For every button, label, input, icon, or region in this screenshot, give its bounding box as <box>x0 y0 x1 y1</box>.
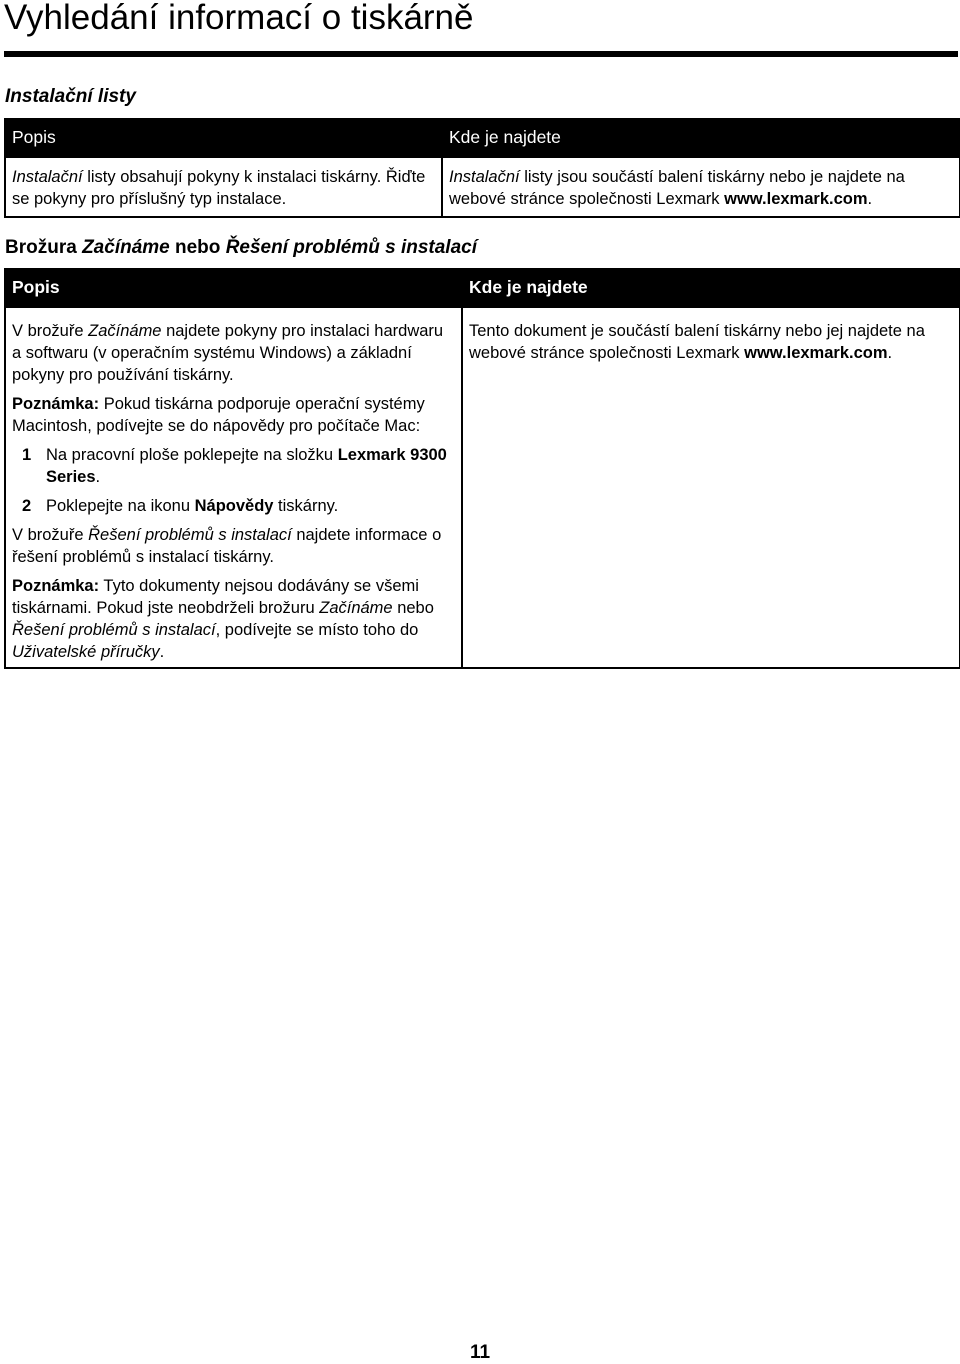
column-header-description: Popis <box>5 119 442 157</box>
list-item: 2 Poklepejte na ikonu Nápovědy tiskárny. <box>22 497 339 515</box>
description-cell <box>5 307 462 668</box>
note-availability: Poznámka: Tyto dokumenty nejsou dodávány se všemi tiskárnami. Pokud jste neobdrželi brožuru Začínáme nebo Řešení problémů s instalací, podívejte se místo toho do Uživatelské příručky. <box>12 577 434 661</box>
note-mac: Poznámka: Pokud tiskárna podporuje operační systémy Macintosh, podívejte se do nápovědy pro počítače Mac: <box>12 395 425 435</box>
table-row <box>5 307 960 668</box>
list-item: 1 Na pracovní ploše poklepejte na složku Lexmark 9300 Series. <box>22 446 447 486</box>
setup-sheets-table <box>4 118 960 218</box>
brochure-paragraph-2: V brožuře Řešení problémů s instalací najdete informace o řešení problémů s instalací tiskárny. <box>12 526 442 566</box>
column-header-location: Kde je najdete <box>462 269 960 307</box>
title-rule <box>4 51 958 57</box>
page-title: Vyhledání informací o tiskárně <box>4 0 474 37</box>
lexmark-link[interactable]: www.lexmark.com <box>744 344 888 362</box>
lexmark-link[interactable]: www.lexmark.com <box>724 190 868 208</box>
brochure-paragraph-1: V brožuře Začínáme najdete pokyny pro instalaci hardwaru a softwaru (v operačním systému Windows) a základní pokyny pro používání tiskárny. <box>12 322 444 384</box>
column-header-location: Kde je najdete <box>442 119 960 157</box>
page-number: 11 <box>469 1342 491 1363</box>
location-cell: Tento dokument je součástí balení tiskárny nebo jej najdete na webové stránce společnosti Lexmark www.lexmark.com. <box>462 307 960 668</box>
table-header-row <box>5 269 960 307</box>
section-heading-brochure: Brožura Začínáme nebo Řešení problémů s instalací <box>5 237 477 258</box>
steps-list <box>12 444 455 517</box>
table-header-row <box>5 119 960 157</box>
table-row <box>5 157 960 217</box>
section-heading-setup-sheets: Instalační listy <box>5 86 136 107</box>
location-cell: Instalační listy jsou součástí balení tiskárny nebo je najdete na webové stránce společnosti Lexmark www.lexmark.com. <box>442 157 960 217</box>
brochure-table <box>4 268 960 669</box>
description-cell: Instalační listy obsahují pokyny k instalaci tiskárny. Řiďte se pokyny pro příslušný typ instalace. <box>5 157 442 217</box>
column-header-description: Popis <box>5 269 462 307</box>
